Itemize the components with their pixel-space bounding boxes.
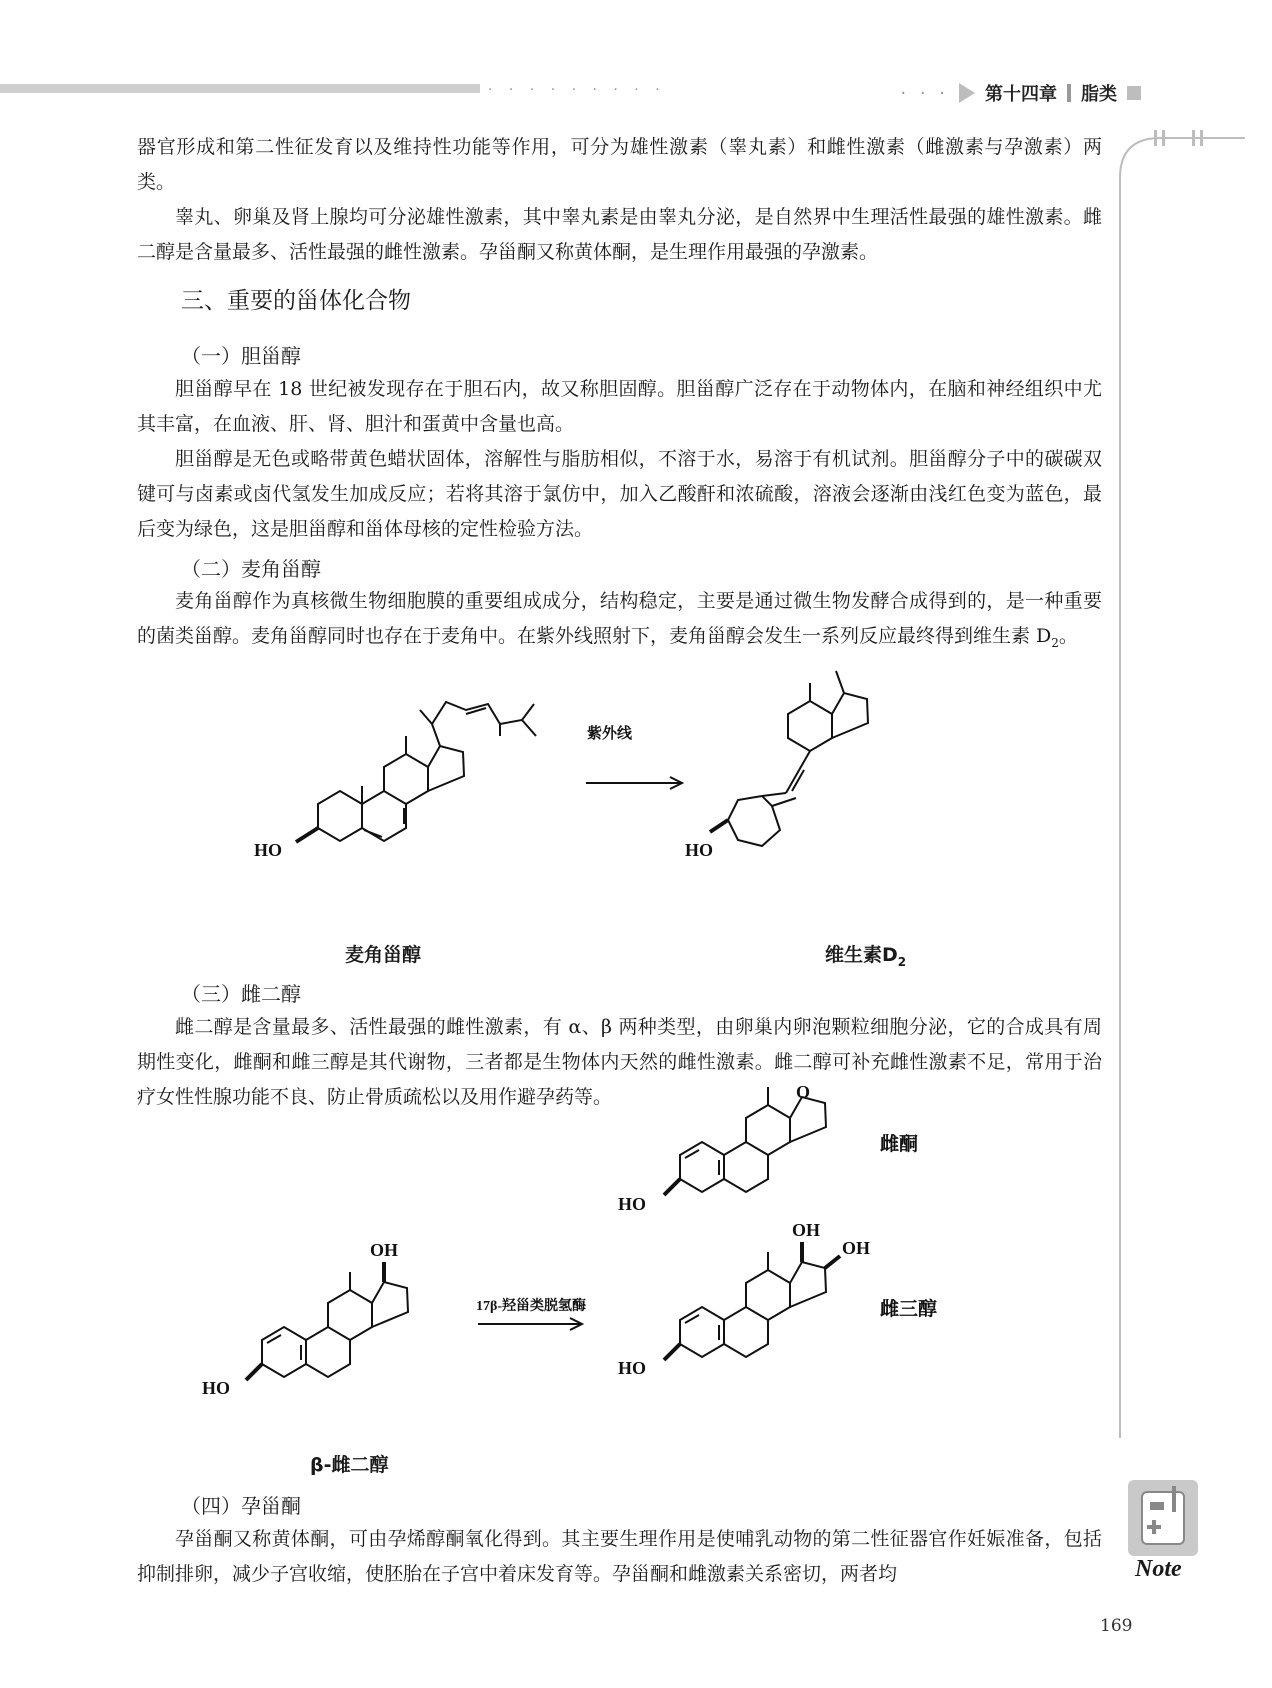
paragraph-5-end: 。 — [1058, 625, 1078, 647]
section-title: 脂类 — [1081, 84, 1117, 105]
hydroxyl-label: HO — [618, 1194, 647, 1214]
chapter-title: 第十四章 — [985, 84, 1057, 105]
paragraph — [137, 372, 1102, 547]
header-dots-right: · · · — [900, 82, 949, 104]
subsection-heading-2: （二）麦角甾醇 — [181, 557, 321, 581]
square-icon — [1127, 86, 1141, 100]
subscript: 2 — [1051, 635, 1059, 650]
margin-decoration — [1112, 138, 1272, 1438]
paragraph-7: 孕甾酮又称黄体酮，可由孕烯醇酮氧化得到。其主要生理作用是使哺乳动物的第二性征器官作妊娠准备，包括抑制排卵，减少子宫收缩，使胚胎在子宫中着床发育等。孕甾酮和雌激素关系密切，两者均 — [137, 1528, 1102, 1585]
hydroxyl-label: HO — [254, 840, 283, 860]
section-heading: 三、重要的甾体化合物 — [181, 288, 411, 314]
divider — [1067, 84, 1071, 102]
estradiol-caption: β-雌二醇 — [310, 1454, 389, 1476]
paragraph — [137, 130, 1102, 270]
paragraph-6: 雌二醇是含量最多、活性最强的雌性激素，有 α、β 两种类型，由卵巢内卵泡颗粒细胞分泌，它的合成具有周期性变化，雌酮和雌三醇是其代谢物，三者都是生物体内天然的雌性激素。雌二醇可补充雌性激素不足，常用于治疗女性性腺功能不良、防止骨质疏松以及用作避孕药等。 — [137, 1016, 1102, 1108]
hydroxyl-label: OH — [792, 1220, 821, 1240]
hydroxyl-label: HO — [685, 840, 714, 860]
paragraph-5-text: 麦角甾醇作为真核微生物细胞膜的重要组成成分，结构稳定，主要是通过微生物发酵合成得到的，是一种重要的菌类甾醇。麦角甾醇同时也存在于麦角中。在紫外线照射下，麦角甾醇会发生一系列反应最终得到维生素 D — [137, 590, 1102, 647]
calculator-icon — [1128, 1480, 1198, 1556]
vitamin-d2-caption — [825, 940, 906, 969]
estriol-name: 雌三醇 — [880, 1299, 938, 1320]
enzyme-label: 17β-羟甾类脱氢酶 — [476, 1299, 587, 1314]
hydroxyl-label: OH — [370, 1240, 399, 1260]
subsection-heading-4: （四）孕甾酮 — [181, 1494, 301, 1518]
header-dots: · · · · · · · · · — [488, 82, 666, 98]
ketone-label: O — [796, 1082, 811, 1102]
subsection-heading-3: （三）雌二醇 — [181, 982, 301, 1006]
reaction-arrow-label: 紫外线 — [587, 726, 633, 742]
page-number: 169 — [1100, 1616, 1133, 1636]
ergosterol-caption: 麦角甾醇 — [345, 944, 422, 966]
hydroxyl-label: OH — [842, 1238, 871, 1258]
paragraph — [137, 1522, 1102, 1592]
paragraph-5 — [137, 584, 1102, 661]
hydroxyl-label: HO — [618, 1358, 647, 1378]
arrow-icon — [959, 83, 975, 103]
vitamin-d2-name: 维生素D — [825, 944, 898, 966]
estradiol-metabolism-figure — [202, 1082, 1090, 1470]
hydroxyl-label: HO — [202, 1378, 231, 1398]
subscript: 2 — [897, 954, 907, 969]
paragraph-3: 胆甾醇早在 18 世纪被发现存在于胆石内，故又称胆固醇。胆甾醇广泛存在于动物体内，在脑和神经组织中尤其丰富，在血液、肝、肾、胆汁和蛋黄中含量也高。 — [137, 378, 1102, 435]
subsection-heading-1: （一）胆甾醇 — [181, 344, 301, 368]
ergosterol-reaction-figure — [250, 680, 990, 980]
running-header — [900, 80, 1141, 106]
paragraph-2: 睾丸、卵巢及肾上腺均可分泌雄性激素，其中睾丸素是由睾丸分泌，是自然界中生理活性最强的雄性激素。雌二醇是含量最多、活性最强的雌性激素。孕甾酮又称黄体酮，是生理作用最强的孕激素。 — [137, 206, 1102, 263]
paragraph-4: 胆甾醇是无色或略带黄色蜡状固体，溶解性与脂肪相似，不溶于水，易溶于有机试剂。胆甾醇分子中的碳碳双键可与卤素或卤代氢发生加成反应；若将其溶于氯仿中，加入乙酸酐和浓硫酸，溶液会逐渐由浅红色变为蓝色，最后变为绿色，这是胆甾醇和甾体母核的定性检验方法。 — [137, 448, 1102, 540]
header-bar — [0, 84, 480, 93]
paragraph-1: 器官形成和第二性征发育以及维持性功能等作用，可分为雄性激素（睾丸素）和雌性激素（雌激素与孕激素）两类。 — [137, 136, 1102, 193]
note-icon — [1128, 1480, 1198, 1556]
note-label: Note — [1135, 1556, 1182, 1582]
estrone-name: 雌酮 — [880, 1134, 919, 1155]
paragraph — [137, 1010, 1102, 1115]
paragraph — [137, 584, 1102, 661]
